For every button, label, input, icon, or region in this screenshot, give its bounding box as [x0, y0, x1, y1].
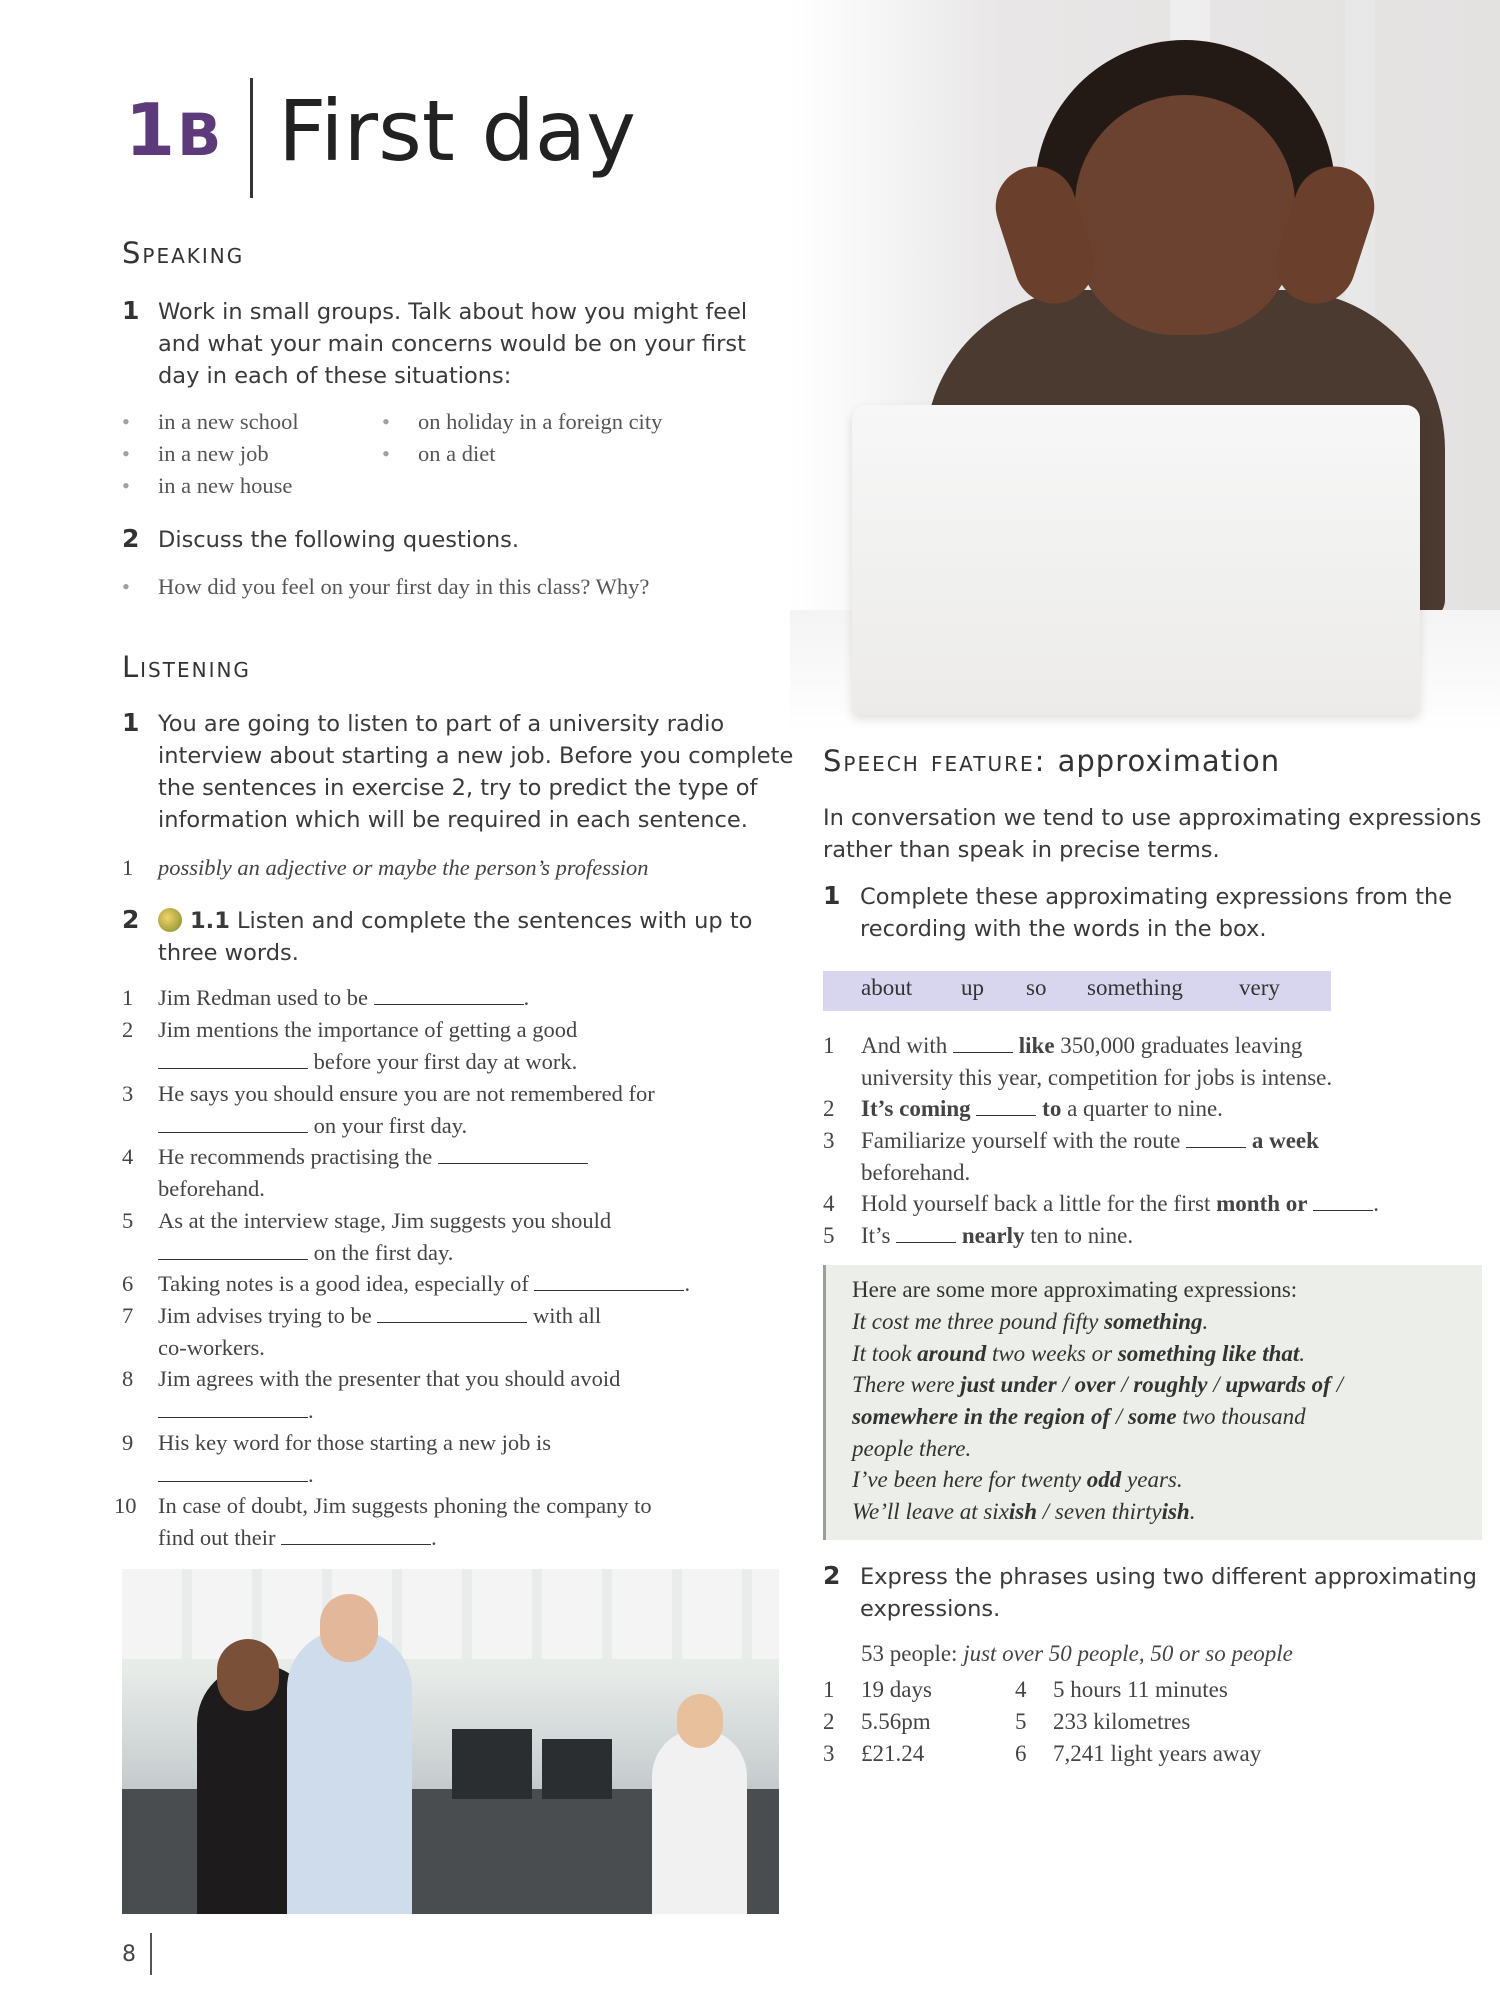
- phrase-item: 4 5 hours 11 minutes: [1015, 1677, 1228, 1702]
- speaking-ex1-text: Work in small groups. Talk about how you might feel and what your main concerns would be on your first day in each of these situations:: [158, 299, 748, 389]
- situation-item: • in a new house: [158, 470, 292, 502]
- speaking-question: • How did you feel on your first day in this class? Why?: [158, 571, 649, 603]
- answer-blank[interactable]: [158, 1114, 308, 1133]
- speaking-ex2-number: 2: [122, 524, 140, 553]
- speech-item: 2 It’s coming to a quarter to nine.: [823, 1096, 1223, 1121]
- answer-blank[interactable]: [953, 1034, 1013, 1053]
- listening-ex1-number: 1: [122, 708, 140, 737]
- answer-blank[interactable]: [896, 1224, 956, 1243]
- speech-item: 5 It’s nearly ten to nine.: [823, 1223, 1134, 1248]
- answer-blank[interactable]: [158, 1463, 308, 1482]
- phrase-item: 1 19 days: [823, 1677, 932, 1702]
- info-box: Here are some more approximating expressions: It cost me three pound fifty something. It took around two weeks or something like that. There were just under / over / roughly / upwards of / somewhere in the region of / some two thousand people there. I’ve been here for twenty odd years. We’ll leave at sixish / seven thirtyish.: [823, 1265, 1482, 1540]
- listening-ex2-text: 1.1 Listen and complete the sentences with up to three words.: [158, 908, 753, 966]
- lesson-title: First day: [278, 82, 636, 180]
- answer-blank[interactable]: [377, 1304, 527, 1323]
- situation-item: • in a new job: [158, 438, 269, 470]
- box-word: about: [861, 975, 913, 1000]
- phrase-item: 2 5.56pm: [823, 1709, 931, 1734]
- audio-icon[interactable]: [158, 908, 182, 932]
- listening-item: 1 Jim Redman used to be .: [122, 985, 530, 1010]
- speech-ex1-number: 1: [823, 881, 841, 910]
- listening-item: 4 He recommends practising the beforehand.: [122, 1141, 782, 1204]
- speech-feature-heading: Speech feature: approximation: [823, 744, 1281, 778]
- speech-ex1-text: Complete these approximating expressions from the recording with the words in the box.: [860, 884, 1453, 942]
- listening-ex1-text: You are going to listen to part of a university radio interview about starting a new job. Before you complete the sentences in exercise 2, try to predict the type of information which will be required in each sentence.: [158, 711, 794, 833]
- speech-ex2-text: Express the phrases using two different approximating expressions.: [860, 1564, 1477, 1622]
- page-number-divider: [150, 1933, 152, 1975]
- listening-heading: Listening: [122, 650, 251, 684]
- speech-item: 1 And with like 350,000 graduates leaving university this year, competition for jobs is intense.: [823, 1033, 1333, 1090]
- phrase-item: 6 7,241 light years away: [1015, 1741, 1262, 1766]
- answer-blank[interactable]: [976, 1097, 1036, 1116]
- answer-blank[interactable]: [158, 1399, 308, 1418]
- listening-item: 9 His key word for those starting a new job is .: [122, 1430, 552, 1487]
- answer-blank[interactable]: [1313, 1192, 1373, 1211]
- answer-blank[interactable]: [1186, 1129, 1246, 1148]
- answer-blank[interactable]: [374, 986, 524, 1005]
- speech-feature-intro: In conversation we tend to use approximating expressions rather than speak in precise terms.: [823, 805, 1482, 863]
- phrase-item: 5 233 kilometres: [1015, 1709, 1191, 1734]
- situation-item: • in a new school: [158, 406, 299, 438]
- speech-ex2-number: 2: [823, 1561, 841, 1590]
- answer-blank[interactable]: [438, 1145, 588, 1164]
- answer-blank[interactable]: [534, 1272, 684, 1291]
- situation-item: • on holiday in a foreign city: [418, 406, 662, 438]
- listening-item: 2 Jim mentions the importance of getting a good before your first day at work.: [122, 1017, 578, 1074]
- box-word: very: [1239, 975, 1280, 1000]
- title-divider: [250, 78, 253, 198]
- photo-office: [122, 1569, 779, 1914]
- listening-item: 8 Jim agrees with the presenter that you should avoid .: [122, 1366, 621, 1423]
- speech-item: 3 Familiarize yourself with the route a week beforehand.: [823, 1128, 1319, 1185]
- lesson-code: 1B: [125, 88, 224, 172]
- box-word: something: [1087, 975, 1183, 1000]
- answer-blank[interactable]: [158, 1050, 308, 1069]
- listening-ex2-number: 2: [122, 905, 140, 934]
- answer-blank[interactable]: [158, 1241, 308, 1260]
- box-word: up: [961, 975, 984, 1000]
- listening-item: 7 Jim advises trying to be with all co-workers.: [122, 1303, 602, 1360]
- speech-ex2-example: 53 people: just over 50 people, 50 or so people: [861, 1641, 1293, 1666]
- listening-example: 1 possibly an adjective or maybe the person’s profession: [122, 855, 649, 880]
- photo-woman-laptop: [790, 0, 1500, 735]
- speech-item: 4 Hold yourself back a little for the first month or .: [823, 1191, 1379, 1216]
- speaking-heading: Speaking: [122, 236, 245, 270]
- listening-item: 6 Taking notes is a good idea, especially of .: [122, 1271, 691, 1296]
- answer-blank[interactable]: [281, 1526, 431, 1545]
- listening-item: 5 As at the interview stage, Jim suggests you should on the first day.: [122, 1208, 612, 1265]
- speaking-ex1-number: 1: [122, 296, 140, 325]
- word-box: [823, 971, 1331, 1011]
- listening-item: 3 He says you should ensure you are not remembered for on your first day.: [122, 1081, 655, 1138]
- speaking-ex2-text: Discuss the following questions.: [158, 527, 519, 553]
- box-word: so: [1026, 975, 1047, 1000]
- situation-item: • on a diet: [418, 438, 495, 470]
- listening-item: 10 In case of doubt, Jim suggests phoning the company to find out their .: [114, 1493, 652, 1550]
- page-number: 8: [122, 1942, 136, 1967]
- phrase-item: 3 £21.24: [823, 1741, 925, 1766]
